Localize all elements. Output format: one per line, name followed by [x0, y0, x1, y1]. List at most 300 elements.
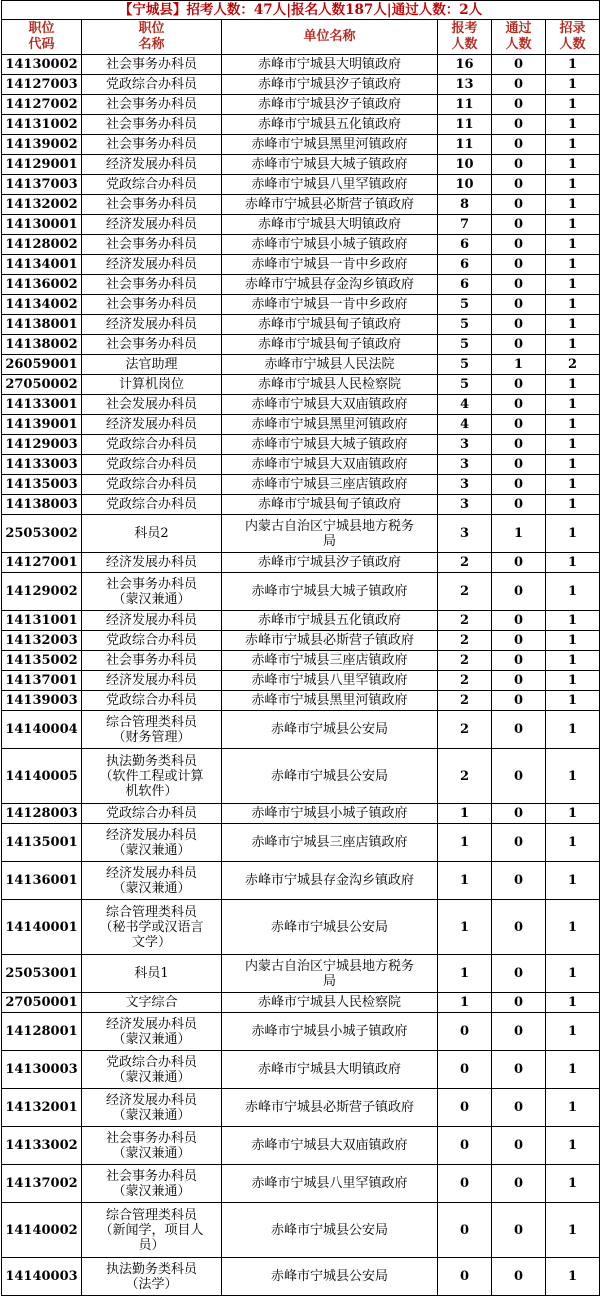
unit-name: 赤峰市宁城县汐子镇政府 — [222, 75, 438, 95]
position-code: 25053001 — [2, 955, 82, 993]
position-code: 14129002 — [2, 573, 82, 611]
hired-count: 1 — [546, 475, 600, 495]
applicant-table — [1, 0, 600, 1296]
applicants-count: 2 — [438, 611, 492, 631]
unit-name: 内蒙古自治区宁城县地方税务 局 — [222, 515, 438, 553]
unit-name: 赤峰市宁城县五化镇政府 — [222, 611, 438, 631]
position-code: 14128002 — [2, 235, 82, 255]
position-name: 社会事务办科员 — [82, 651, 222, 671]
unit-name: 赤峰市宁城县大明镇政府 — [222, 215, 438, 235]
passed-count: 0 — [492, 993, 546, 1013]
passed-count: 0 — [492, 75, 546, 95]
table-row — [2, 55, 600, 75]
hired-count: 1 — [546, 955, 600, 993]
table-row — [2, 235, 600, 255]
table-row — [2, 862, 600, 900]
position-name: 党政综合办科员 — [82, 175, 222, 195]
hired-count: 1 — [546, 1127, 600, 1165]
hired-count: 1 — [546, 573, 600, 611]
passed-count: 0 — [492, 1258, 546, 1296]
table-row — [2, 900, 600, 955]
position-name: 经济发展办科员 — [82, 315, 222, 335]
unit-name: 赤峰市宁城县公安局 — [222, 1203, 438, 1258]
applicants-count: 5 — [438, 295, 492, 315]
applicants-count: 5 — [438, 315, 492, 335]
passed-count: 0 — [492, 375, 546, 395]
position-code: 27050002 — [2, 375, 82, 395]
unit-name: 赤峰市宁城县三座店镇政府 — [222, 824, 438, 862]
unit-name: 赤峰市宁城县黑里河镇政府 — [222, 691, 438, 711]
position-name: 党政综合办科员 — [82, 631, 222, 651]
hired-count: 1 — [546, 749, 600, 804]
unit-name: 赤峰市宁城县公安局 — [222, 1258, 438, 1296]
position-name: 科员1 — [82, 955, 222, 993]
table-row — [2, 475, 600, 495]
position-name: 社会事务办科员 — [82, 295, 222, 315]
table-row — [2, 255, 600, 275]
applicants-count: 1 — [438, 824, 492, 862]
unit-name: 赤峰市宁城县甸子镇政府 — [222, 495, 438, 515]
hired-count: 1 — [546, 711, 600, 749]
hired-count: 1 — [546, 495, 600, 515]
unit-name: 赤峰市宁城县三座店镇政府 — [222, 475, 438, 495]
passed-count: 0 — [492, 395, 546, 415]
hired-count: 1 — [546, 435, 600, 455]
unit-name: 赤峰市宁城县必斯营子镇政府 — [222, 1089, 438, 1127]
hired-count: 1 — [546, 275, 600, 295]
position-name: 经济发展办科员 （蒙汉兼通） — [82, 862, 222, 900]
position-code: 14137002 — [2, 1165, 82, 1203]
table-row — [2, 671, 600, 691]
applicants-count: 5 — [438, 335, 492, 355]
hired-count: 1 — [546, 295, 600, 315]
position-code: 14140003 — [2, 1258, 82, 1296]
hired-count: 2 — [546, 355, 600, 375]
passed-count: 0 — [492, 1165, 546, 1203]
passed-count: 0 — [492, 455, 546, 475]
applicants-count: 6 — [438, 275, 492, 295]
unit-name: 赤峰市宁城县大城子镇政府 — [222, 573, 438, 611]
position-name: 计算机岗位 — [82, 375, 222, 395]
position-code: 14127002 — [2, 95, 82, 115]
applicants-count: 3 — [438, 455, 492, 475]
position-code: 14128003 — [2, 804, 82, 824]
position-code: 14140004 — [2, 711, 82, 749]
applicants-count: 11 — [438, 115, 492, 135]
position-name: 社会事务办科员 — [82, 335, 222, 355]
table-row — [2, 495, 600, 515]
header-passed: 通过 人数 — [492, 20, 546, 55]
position-code: 14130001 — [2, 215, 82, 235]
unit-name: 赤峰市宁城县一肯中乡政府 — [222, 295, 438, 315]
unit-name: 赤峰市宁城县五化镇政府 — [222, 115, 438, 135]
header-code: 职位 代码 — [2, 20, 82, 55]
position-name: 经济发展办科员 — [82, 553, 222, 573]
hired-count: 1 — [546, 631, 600, 651]
position-code: 14133003 — [2, 455, 82, 475]
header-unit: 单位名称 — [222, 20, 438, 55]
position-code: 14140001 — [2, 900, 82, 955]
position-name: 党政综合办科员 （蒙汉兼通） — [82, 1051, 222, 1089]
unit-name: 赤峰市宁城县汐子镇政府 — [222, 95, 438, 115]
position-code: 14129003 — [2, 435, 82, 455]
position-name: 党政综合办科员 — [82, 691, 222, 711]
position-code: 14127003 — [2, 75, 82, 95]
hired-count: 1 — [546, 1089, 600, 1127]
unit-name: 赤峰市宁城县公安局 — [222, 900, 438, 955]
passed-count: 0 — [492, 495, 546, 515]
position-name: 社会事务办科员 — [82, 135, 222, 155]
position-code: 14132002 — [2, 195, 82, 215]
passed-count: 0 — [492, 335, 546, 355]
passed-count: 0 — [492, 155, 546, 175]
passed-count: 0 — [492, 671, 546, 691]
hired-count: 1 — [546, 1051, 600, 1089]
applicants-count: 16 — [438, 55, 492, 75]
unit-name: 赤峰市宁城县八里罕镇政府 — [222, 1165, 438, 1203]
unit-name: 赤峰市宁城县人民检察院 — [222, 993, 438, 1013]
applicants-count: 3 — [438, 475, 492, 495]
applicants-count: 0 — [438, 1165, 492, 1203]
passed-count: 0 — [492, 315, 546, 335]
unit-name: 内蒙古自治区宁城县地方税务 局 — [222, 955, 438, 993]
table-row — [2, 335, 600, 355]
table-row — [2, 1258, 600, 1296]
table-row — [2, 1127, 600, 1165]
passed-count: 0 — [492, 824, 546, 862]
position-code: 14127001 — [2, 553, 82, 573]
applicants-count: 11 — [438, 95, 492, 115]
position-name: 社会事务办科员 — [82, 235, 222, 255]
applicants-count: 1 — [438, 862, 492, 900]
position-code: 14136001 — [2, 862, 82, 900]
hired-count: 1 — [546, 415, 600, 435]
table-row — [2, 295, 600, 315]
position-code: 14133001 — [2, 395, 82, 415]
position-code: 14130002 — [2, 55, 82, 75]
applicants-count: 6 — [438, 235, 492, 255]
hired-count: 1 — [546, 900, 600, 955]
hired-count: 1 — [546, 1165, 600, 1203]
position-name: 经济发展办科员 — [82, 671, 222, 691]
position-code: 14133002 — [2, 1127, 82, 1165]
unit-name: 赤峰市宁城县小城子镇政府 — [222, 235, 438, 255]
passed-count: 0 — [492, 275, 546, 295]
unit-name: 赤峰市宁城县必斯营子镇政府 — [222, 195, 438, 215]
unit-name: 赤峰市宁城县大双庙镇政府 — [222, 455, 438, 475]
hired-count: 1 — [546, 375, 600, 395]
passed-count: 0 — [492, 475, 546, 495]
passed-count: 0 — [492, 295, 546, 315]
position-name: 经济发展办科员 （蒙汉兼通） — [82, 824, 222, 862]
passed-count: 0 — [492, 195, 546, 215]
unit-name: 赤峰市宁城县存金沟乡镇政府 — [222, 275, 438, 295]
position-name: 经济发展办科员 — [82, 611, 222, 631]
passed-count: 0 — [492, 651, 546, 671]
table-row — [2, 955, 600, 993]
position-code: 14132003 — [2, 631, 82, 651]
passed-count: 0 — [492, 135, 546, 155]
table-row — [2, 1013, 600, 1051]
table-row — [2, 1203, 600, 1258]
applicants-count: 4 — [438, 395, 492, 415]
applicants-count: 0 — [438, 1203, 492, 1258]
position-name: 党政综合办科员 — [82, 804, 222, 824]
unit-name: 赤峰市宁城县一肯中乡政府 — [222, 255, 438, 275]
hired-count: 1 — [546, 315, 600, 335]
passed-count: 0 — [492, 95, 546, 115]
passed-count: 0 — [492, 1127, 546, 1165]
position-name: 综合管理类科员 （新闻学，项目人 员） — [82, 1203, 222, 1258]
passed-count: 0 — [492, 691, 546, 711]
applicants-count: 13 — [438, 75, 492, 95]
passed-count: 0 — [492, 435, 546, 455]
table-row — [2, 651, 600, 671]
position-code: 14134001 — [2, 255, 82, 275]
applicants-count: 2 — [438, 553, 492, 573]
passed-count: 0 — [492, 711, 546, 749]
position-code: 14139003 — [2, 691, 82, 711]
table-row — [2, 215, 600, 235]
table-row — [2, 573, 600, 611]
table-row — [2, 824, 600, 862]
table-row — [2, 611, 600, 631]
position-code: 14131001 — [2, 611, 82, 631]
hired-count: 1 — [546, 993, 600, 1013]
table-row — [2, 435, 600, 455]
hired-count: 1 — [546, 195, 600, 215]
position-code: 14132001 — [2, 1089, 82, 1127]
unit-name: 赤峰市宁城县小城子镇政府 — [222, 1013, 438, 1051]
position-name: 经济发展办科员 — [82, 215, 222, 235]
position-name: 法官助理 — [82, 355, 222, 375]
applicants-count: 4 — [438, 415, 492, 435]
passed-count: 0 — [492, 955, 546, 993]
applicants-count: 2 — [438, 573, 492, 611]
table-row — [2, 711, 600, 749]
position-code: 14136002 — [2, 275, 82, 295]
applicants-count: 6 — [438, 255, 492, 275]
table-row — [2, 749, 600, 804]
table-row — [2, 395, 600, 415]
position-name: 社会事务办科员 — [82, 55, 222, 75]
applicants-count: 1 — [438, 955, 492, 993]
hired-count: 1 — [546, 651, 600, 671]
applicants-count: 2 — [438, 691, 492, 711]
unit-name: 赤峰市宁城县人民检察院 — [222, 375, 438, 395]
applicants-count: 5 — [438, 375, 492, 395]
position-name: 经济发展办科员 （蒙汉兼通） — [82, 1089, 222, 1127]
unit-name: 赤峰市宁城县大双庙镇政府 — [222, 1127, 438, 1165]
summary-banner: 【宁城县】招考人数：47人|报名人数187人|通过人数：2人 — [2, 1, 600, 20]
passed-count: 0 — [492, 553, 546, 573]
hired-count: 1 — [546, 1013, 600, 1051]
hired-count: 1 — [546, 335, 600, 355]
table-row — [2, 515, 600, 553]
position-name: 社会发展办科员 — [82, 395, 222, 415]
passed-count: 0 — [492, 631, 546, 651]
table-row — [2, 691, 600, 711]
applicants-count: 2 — [438, 651, 492, 671]
applicants-count: 0 — [438, 1089, 492, 1127]
passed-count: 0 — [492, 415, 546, 435]
passed-count: 0 — [492, 1051, 546, 1089]
applicants-count: 1 — [438, 993, 492, 1013]
unit-name: 赤峰市宁城县三座店镇政府 — [222, 651, 438, 671]
hired-count: 1 — [546, 553, 600, 573]
position-code: 26059001 — [2, 355, 82, 375]
passed-count: 0 — [492, 749, 546, 804]
passed-count: 0 — [492, 1013, 546, 1051]
applicants-count: 8 — [438, 195, 492, 215]
position-code: 14129001 — [2, 155, 82, 175]
hired-count: 1 — [546, 255, 600, 275]
applicants-count: 0 — [438, 1013, 492, 1051]
hired-count: 1 — [546, 155, 600, 175]
unit-name: 赤峰市宁城县大明镇政府 — [222, 55, 438, 75]
applicants-count: 3 — [438, 515, 492, 553]
header-position: 职位 名称 — [82, 20, 222, 55]
header-row — [2, 20, 600, 55]
passed-count: 0 — [492, 115, 546, 135]
position-name: 经济发展办科员 — [82, 255, 222, 275]
position-name: 党政综合办科员 — [82, 475, 222, 495]
unit-name: 赤峰市宁城县必斯营子镇政府 — [222, 631, 438, 651]
unit-name: 赤峰市宁城县大城子镇政府 — [222, 155, 438, 175]
unit-name: 赤峰市宁城县黑里河镇政府 — [222, 135, 438, 155]
position-code: 14140002 — [2, 1203, 82, 1258]
unit-name: 赤峰市宁城县公安局 — [222, 749, 438, 804]
applicants-count: 2 — [438, 711, 492, 749]
table-row — [2, 355, 600, 375]
applicants-count: 7 — [438, 215, 492, 235]
position-code: 14137003 — [2, 175, 82, 195]
hired-count: 1 — [546, 175, 600, 195]
table-row — [2, 1089, 600, 1127]
hired-count: 1 — [546, 215, 600, 235]
table-row — [2, 315, 600, 335]
position-code: 27050001 — [2, 993, 82, 1013]
position-code: 25053002 — [2, 515, 82, 553]
hired-count: 1 — [546, 691, 600, 711]
unit-name: 赤峰市宁城县大明镇政府 — [222, 1051, 438, 1089]
table-row — [2, 135, 600, 155]
table-row — [2, 195, 600, 215]
position-name: 党政综合办科员 — [82, 455, 222, 475]
applicants-count: 5 — [438, 355, 492, 375]
unit-name: 赤峰市宁城县汐子镇政府 — [222, 553, 438, 573]
position-name: 党政综合办科员 — [82, 75, 222, 95]
position-name: 社会事务办科员 — [82, 275, 222, 295]
position-name: 综合管理类科员 （财务管理） — [82, 711, 222, 749]
unit-name: 赤峰市宁城县甸子镇政府 — [222, 315, 438, 335]
unit-name: 赤峰市宁城县大城子镇政府 — [222, 435, 438, 455]
applicants-count: 1 — [438, 804, 492, 824]
table-row — [2, 415, 600, 435]
applicants-count: 2 — [438, 631, 492, 651]
hired-count: 1 — [546, 135, 600, 155]
position-code: 14139002 — [2, 135, 82, 155]
passed-count: 0 — [492, 255, 546, 275]
hired-count: 1 — [546, 1203, 600, 1258]
table-row — [2, 75, 600, 95]
unit-name: 赤峰市宁城县八里罕镇政府 — [222, 671, 438, 691]
passed-count: 0 — [492, 235, 546, 255]
unit-name: 赤峰市宁城县大双庙镇政府 — [222, 395, 438, 415]
table-row — [2, 553, 600, 573]
position-code: 14140005 — [2, 749, 82, 804]
position-name: 执法勤务类科员 （软件工程或计算 机软件） — [82, 749, 222, 804]
applicants-count: 3 — [438, 435, 492, 455]
table-row — [2, 155, 600, 175]
hired-count: 1 — [546, 75, 600, 95]
table-row — [2, 115, 600, 135]
hired-count: 1 — [546, 804, 600, 824]
hired-count: 1 — [546, 395, 600, 415]
applicants-count: 0 — [438, 1051, 492, 1089]
position-code: 14135002 — [2, 651, 82, 671]
hired-count: 1 — [546, 611, 600, 631]
position-name: 社会事务办科员 （蒙汉兼通） — [82, 573, 222, 611]
hired-count: 1 — [546, 115, 600, 135]
hired-count: 1 — [546, 235, 600, 255]
position-code: 14138001 — [2, 315, 82, 335]
passed-count: 0 — [492, 611, 546, 631]
unit-name: 赤峰市宁城县公安局 — [222, 711, 438, 749]
banner-row — [2, 1, 600, 20]
passed-count: 1 — [492, 355, 546, 375]
hired-count: 1 — [546, 55, 600, 75]
position-name: 社会事务办科员 （蒙汉兼通） — [82, 1127, 222, 1165]
hired-count: 1 — [546, 862, 600, 900]
position-name: 社会事务办科员 — [82, 195, 222, 215]
position-code: 14131002 — [2, 115, 82, 135]
hired-count: 1 — [546, 671, 600, 691]
hired-count: 1 — [546, 824, 600, 862]
position-name: 党政综合办科员 — [82, 495, 222, 515]
passed-count: 0 — [492, 900, 546, 955]
position-name: 党政综合办科员 — [82, 435, 222, 455]
unit-name: 赤峰市宁城县甸子镇政府 — [222, 335, 438, 355]
hired-count: 1 — [546, 1258, 600, 1296]
applicants-count: 2 — [438, 749, 492, 804]
unit-name: 赤峰市宁城县小城子镇政府 — [222, 804, 438, 824]
position-name: 执法勤务类科员 （法学） — [82, 1258, 222, 1296]
unit-name: 赤峰市宁城县人民法院 — [222, 355, 438, 375]
passed-count: 0 — [492, 862, 546, 900]
position-name: 经济发展办科员 （蒙汉兼通） — [82, 1013, 222, 1051]
position-name: 科员2 — [82, 515, 222, 553]
applicants-count: 10 — [438, 155, 492, 175]
position-code: 14134002 — [2, 295, 82, 315]
applicants-count: 2 — [438, 671, 492, 691]
position-code: 14130003 — [2, 1051, 82, 1089]
table-row — [2, 175, 600, 195]
applicants-count: 0 — [438, 1127, 492, 1165]
passed-count: 0 — [492, 55, 546, 75]
position-code: 14139001 — [2, 415, 82, 435]
passed-count: 0 — [492, 215, 546, 235]
position-name: 社会事务办科员 — [82, 95, 222, 115]
passed-count: 0 — [492, 175, 546, 195]
table-row — [2, 993, 600, 1013]
table-row — [2, 375, 600, 395]
passed-count: 1 — [492, 515, 546, 553]
hired-count: 1 — [546, 95, 600, 115]
passed-count: 0 — [492, 1203, 546, 1258]
passed-count: 0 — [492, 804, 546, 824]
hired-count: 1 — [546, 455, 600, 475]
